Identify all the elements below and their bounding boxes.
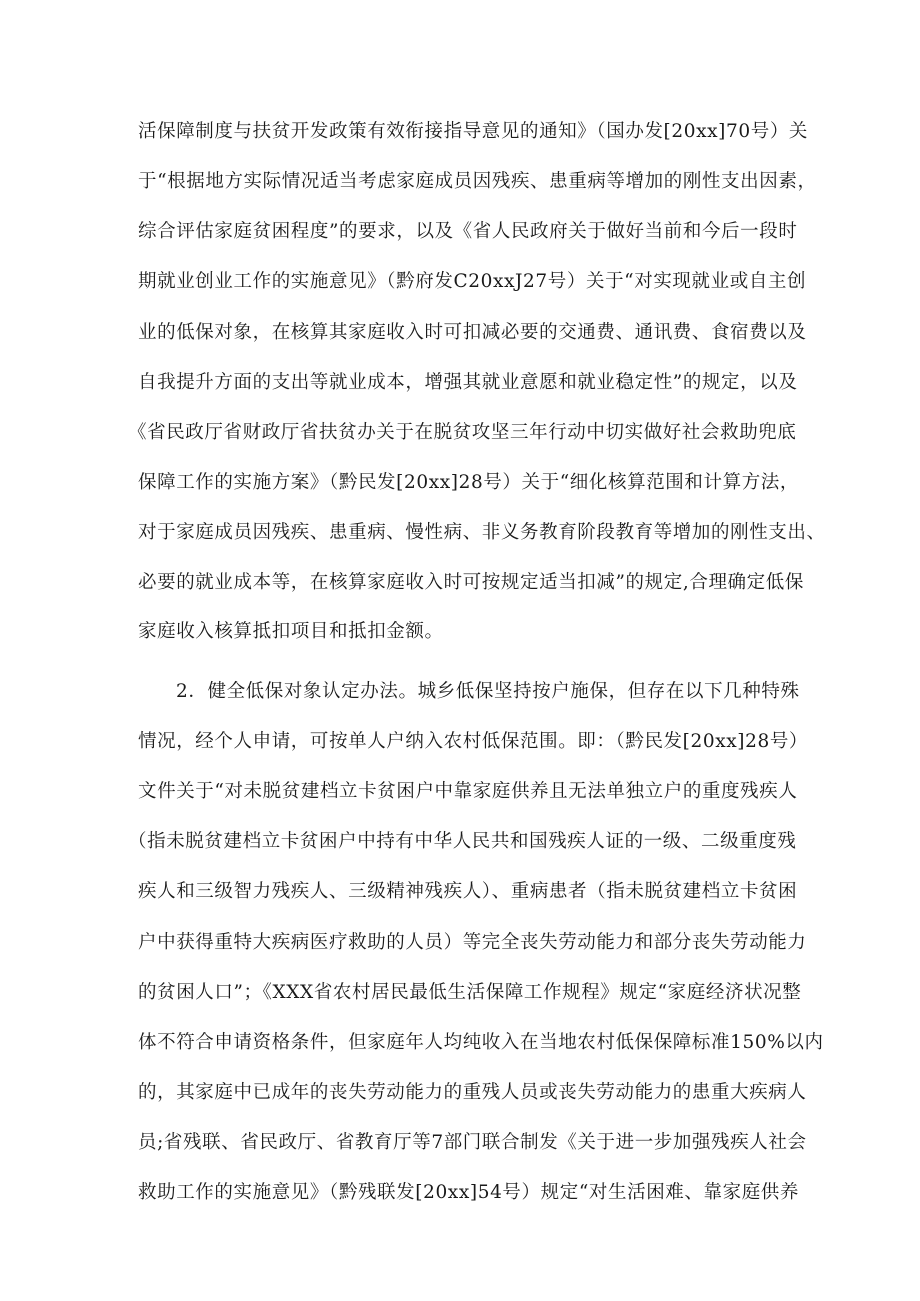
- paragraph-1-line-1: 活保障制度与扶贫开发政策有效衔接指导意见的通知》（国办发[20xx]70号）关: [138, 121, 809, 142]
- paragraph-2-line-3: 文件关于“对未脱贫建档立卡贫困户中靠家庭供养且无法单独立户的重度残疾人: [138, 781, 798, 802]
- paragraph-2-line-2: 情况，经个人申请，可按单人户纳入农村低保范围。即：（黔民发[20xx]28号）: [138, 731, 809, 752]
- paragraph-1-line-2: 于“根据地方实际情况适当考虑家庭成员因残疾、患重病等增加的刚性支出因素，: [138, 171, 817, 192]
- paragraph-1-line-7: 《省民政厅省财政厅省扶贫办关于在脱贫攻坚三年行动中切实做好社会救助兜底: [128, 422, 797, 443]
- paragraph-2-line-8: 体不符合申请资格条件，但家庭年人均纯收入在当地农村低保保障标准150%以内: [138, 1032, 824, 1053]
- paragraph-1-line-11: 家庭收入核算抵扣项目和抵扣金额。: [138, 621, 444, 642]
- paragraph-1-line-3: 综合评估家庭贫困程度”的要求，以及《省人民政府关于做好当前和今后一段时: [138, 221, 798, 242]
- paragraph-2-line-7: 的贫困人口”；《XXX省农村居民最低生活保障工作规程》规定“家庭经济状况整: [138, 982, 802, 1003]
- paragraph-1-line-4: 期就业创业工作的实施意见》（黔府发C20xxJ27号）关于“对实现就业或自主创: [138, 271, 807, 292]
- paragraph-2-line-6: 户中获得重特大疾病医疗救助的人员）等完全丧失劳动能力和部分丧失劳动能力: [138, 932, 807, 953]
- paragraph-1-line-6: 自我提升方面的支出等就业成本，增强其就业意愿和就业稳定性”的规定，以及: [138, 372, 798, 393]
- paragraph-2-line-4: （指未脱贫建档立卡贫困户中持有中华人民共和国残疾人证的一级、二级重度残: [128, 831, 797, 852]
- paragraph-2-line-9: 的，其家庭中已成年的丧失劳动能力的重残人员或丧失劳动能力的患重大疾病人: [138, 1082, 807, 1103]
- paragraph-1-line-9: 对于家庭成员因残疾、患重病、慢性病、非义务教育阶段教育等增加的刚性支出、: [138, 522, 826, 543]
- paragraph-2-line-10: 员;省残联、省民政厅、省教育厅等7部门联合制发《关于进一步加强残疾人社会: [138, 1132, 807, 1153]
- paragraph-1-line-5: 业的低保对象，在核算其家庭收入时可扣减必要的交通费、通讯费、食宿费以及: [138, 322, 807, 343]
- paragraph-1-line-10: 必要的就业成本等，在核算家庭收入时可按规定适当扣减”的规定,合理确定低保: [138, 572, 804, 593]
- paragraph-1-line-8: 保障工作的实施方案》（黔民发[20xx]28号）关于“细化核算范围和计算方法，: [138, 472, 799, 493]
- paragraph-2-line-1: 2．健全低保对象认定办法。城乡低保坚持按户施保，但存在以下几种特殊: [176, 681, 800, 702]
- paragraph-2-line-11: 救助工作的实施意见》（黔残联发[20xx]54号）规定“对生活困难、靠家庭供养: [138, 1182, 799, 1203]
- paragraph-2-line-5: 疾人和三级智力残疾人、三级精神残疾人）、重病患者（指未脱贫建档立卡贫困: [138, 881, 798, 902]
